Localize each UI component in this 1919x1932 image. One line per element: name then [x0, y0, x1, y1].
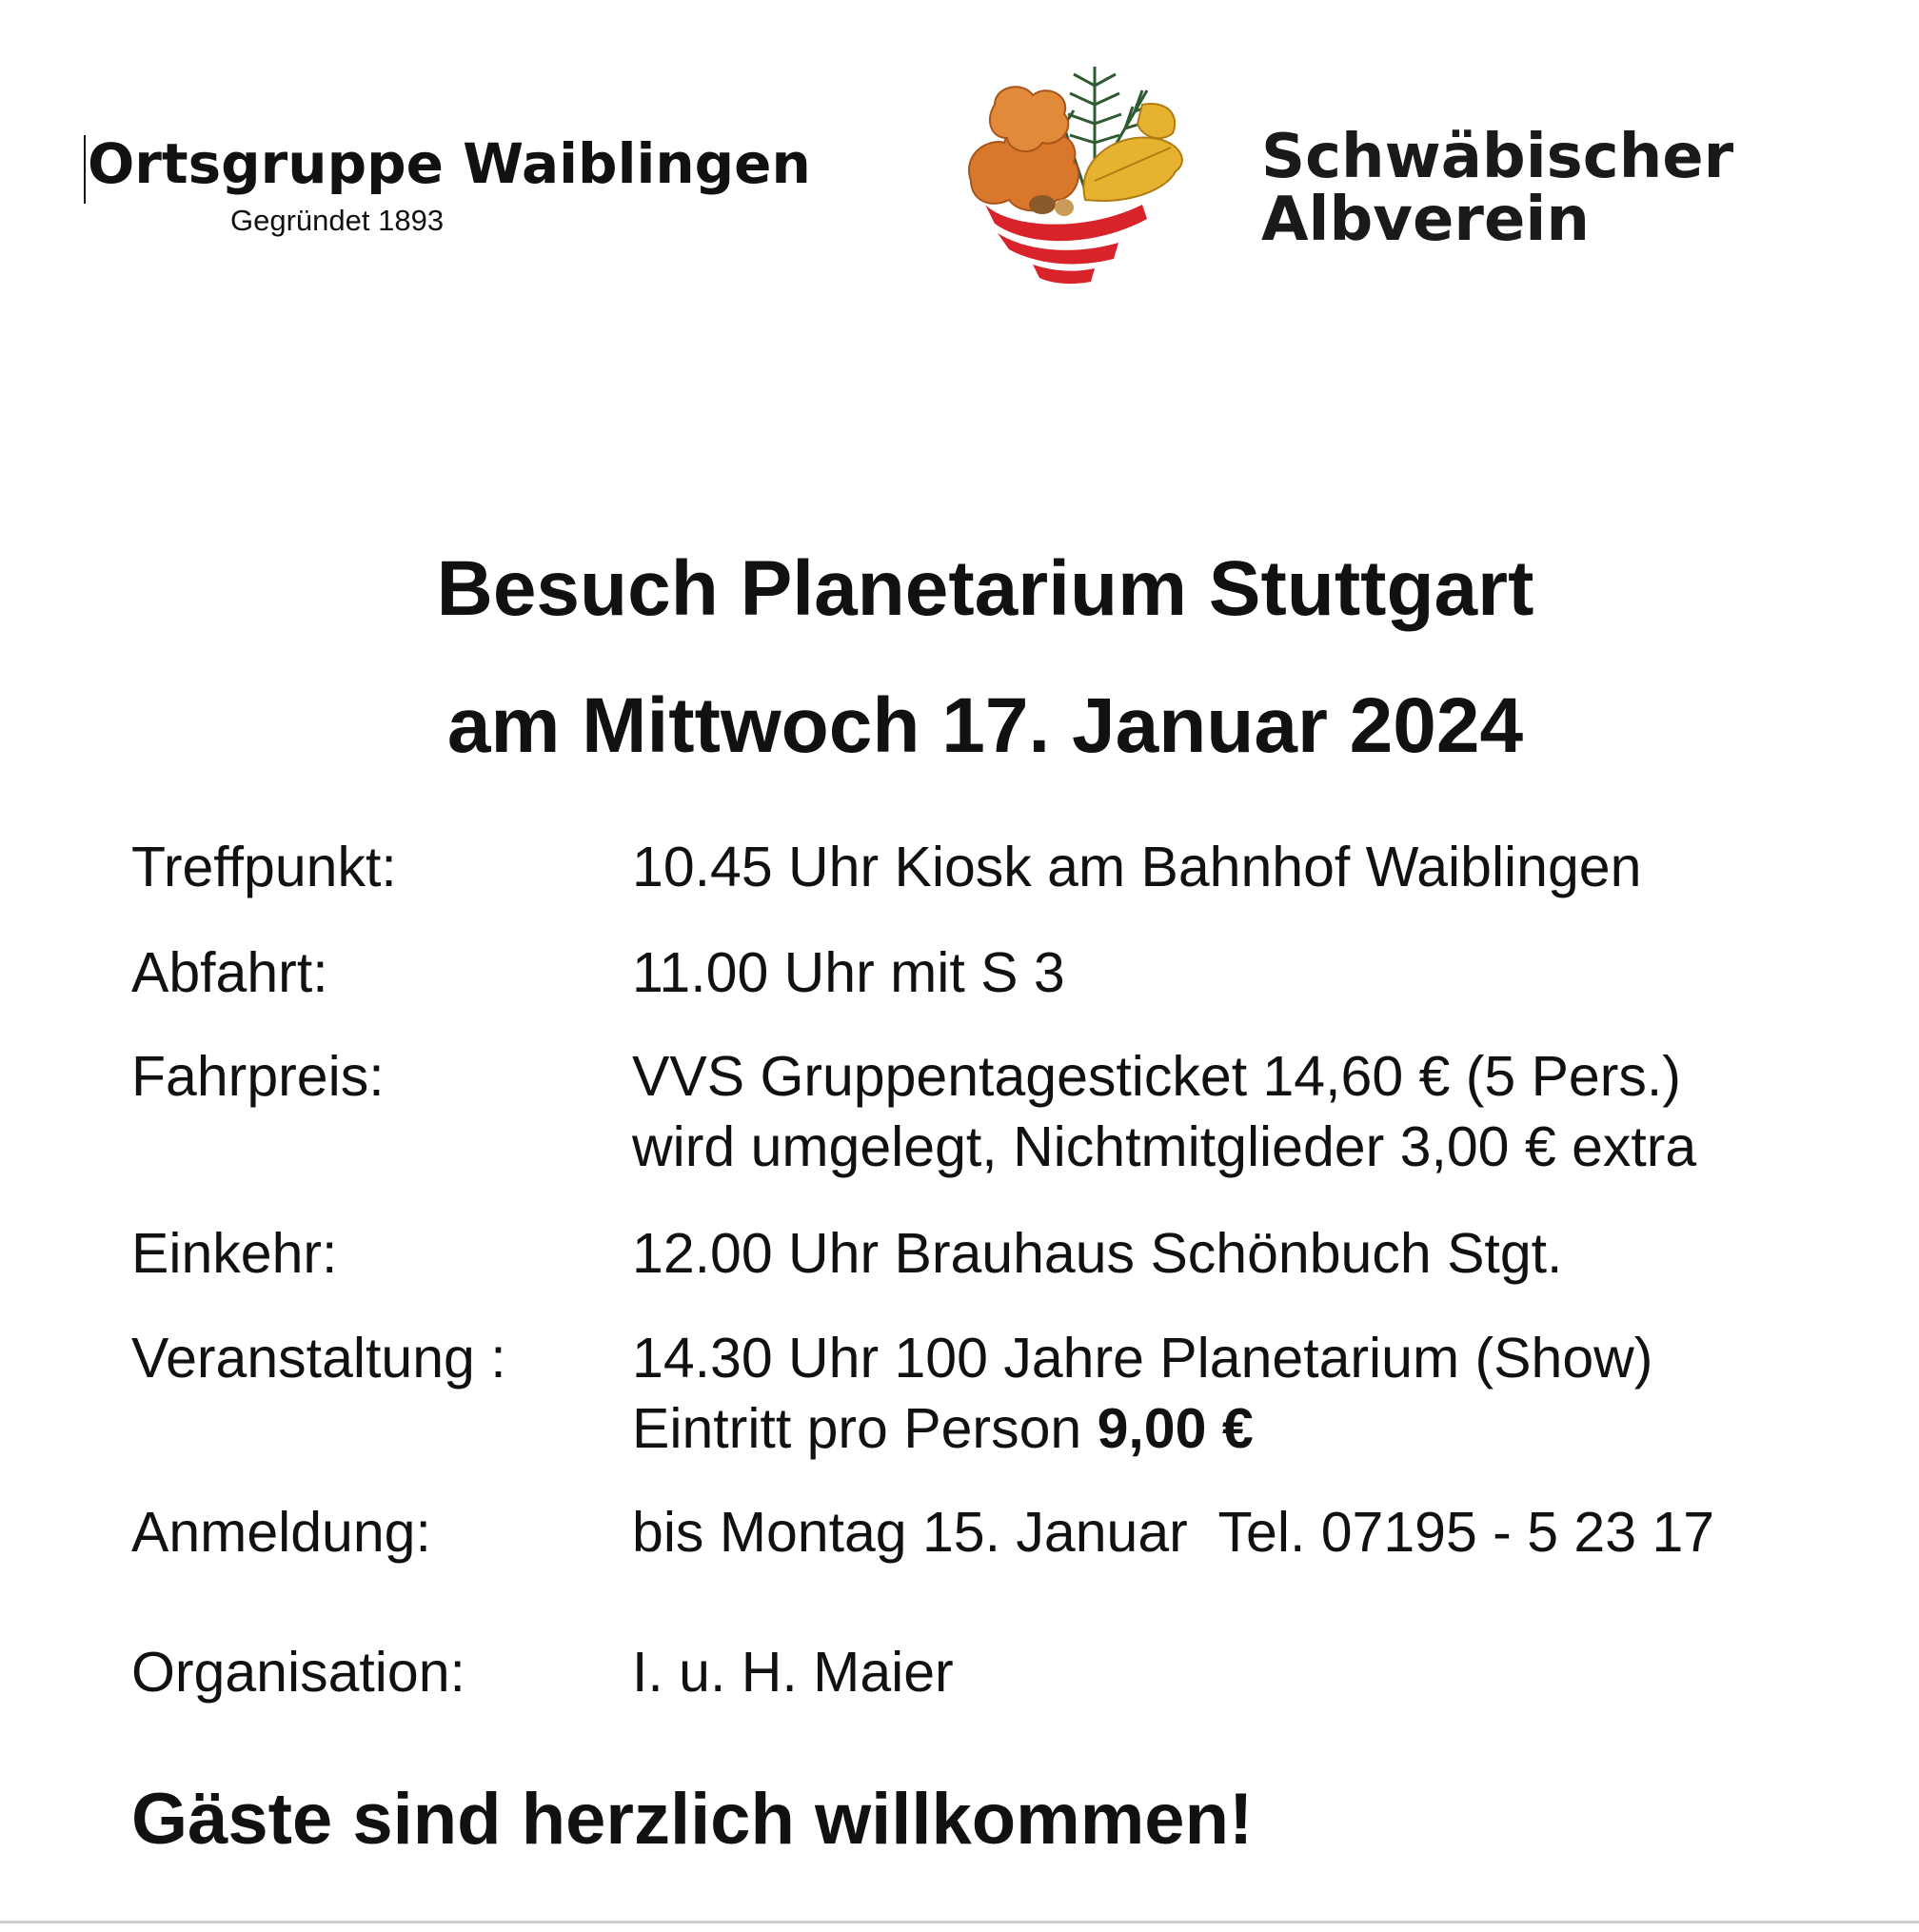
fahrpreis-line1: VVS Gruppentagesticket 14,60 € (5 Pers.) — [632, 1045, 1681, 1108]
anmeldung-label: Anmeldung: — [131, 1501, 431, 1564]
welcome-message: Gäste sind herzlich willkommen! — [131, 1779, 1254, 1860]
einkehr-value: 12.00 Uhr Brauhaus Schönbuch Stgt. — [632, 1222, 1563, 1285]
veranstaltung-line1: 14.30 Uhr 100 Jahre Planetarium (Show) — [632, 1327, 1653, 1390]
event-date: am Mittwoch 17. Januar 2024 — [446, 682, 1524, 769]
fahrpreis-value — [632, 1041, 1696, 1182]
organisation-value: I. u. H. Maier — [632, 1641, 954, 1704]
einkehr-label: Einkehr: — [131, 1222, 338, 1285]
fahrpreis-line2: wird umgelegt, Nichtmitglieder 3,00 € extra — [632, 1115, 1697, 1178]
entry-fee-label: Eintritt pro Person — [632, 1397, 1098, 1460]
page-bottom-border — [0, 1921, 1919, 1923]
event-title: Besuch Planetarium Stuttgart — [436, 545, 1534, 632]
veranstaltung-label: Veranstaltung : — [131, 1327, 506, 1390]
text-cursor — [84, 135, 86, 204]
entry-fee-price: 9,00 € — [1097, 1397, 1254, 1460]
veranstaltung-line2 — [632, 1393, 1652, 1464]
fahrpreis-label: Fahrpreis: — [131, 1045, 385, 1108]
treffpunkt-label: Treffpunkt: — [131, 836, 397, 898]
abfahrt-value: 11.00 Uhr mit S 3 — [632, 941, 1065, 1004]
abfahrt-label: Abfahrt: — [131, 941, 328, 1004]
treffpunkt-value: 10.45 Uhr Kiosk am Bahnhof Waiblingen — [632, 836, 1642, 898]
albverein-leaf-logo-icon — [952, 48, 1218, 314]
brand-name — [1261, 122, 1734, 255]
brand-name-line2: Albverein — [1261, 185, 1590, 255]
org-founded: Gegründet 1893 — [230, 204, 445, 237]
anmeldung-value: bis Montag 15. Januar Tel. 07195 - 5 23 17 — [632, 1501, 1715, 1564]
veranstaltung-value — [632, 1323, 1652, 1464]
org-name: Ortsgruppe Waiblingen — [88, 131, 811, 196]
brand-name-line1: Schwäbischer — [1261, 122, 1734, 192]
organisation-label: Organisation: — [131, 1641, 465, 1704]
